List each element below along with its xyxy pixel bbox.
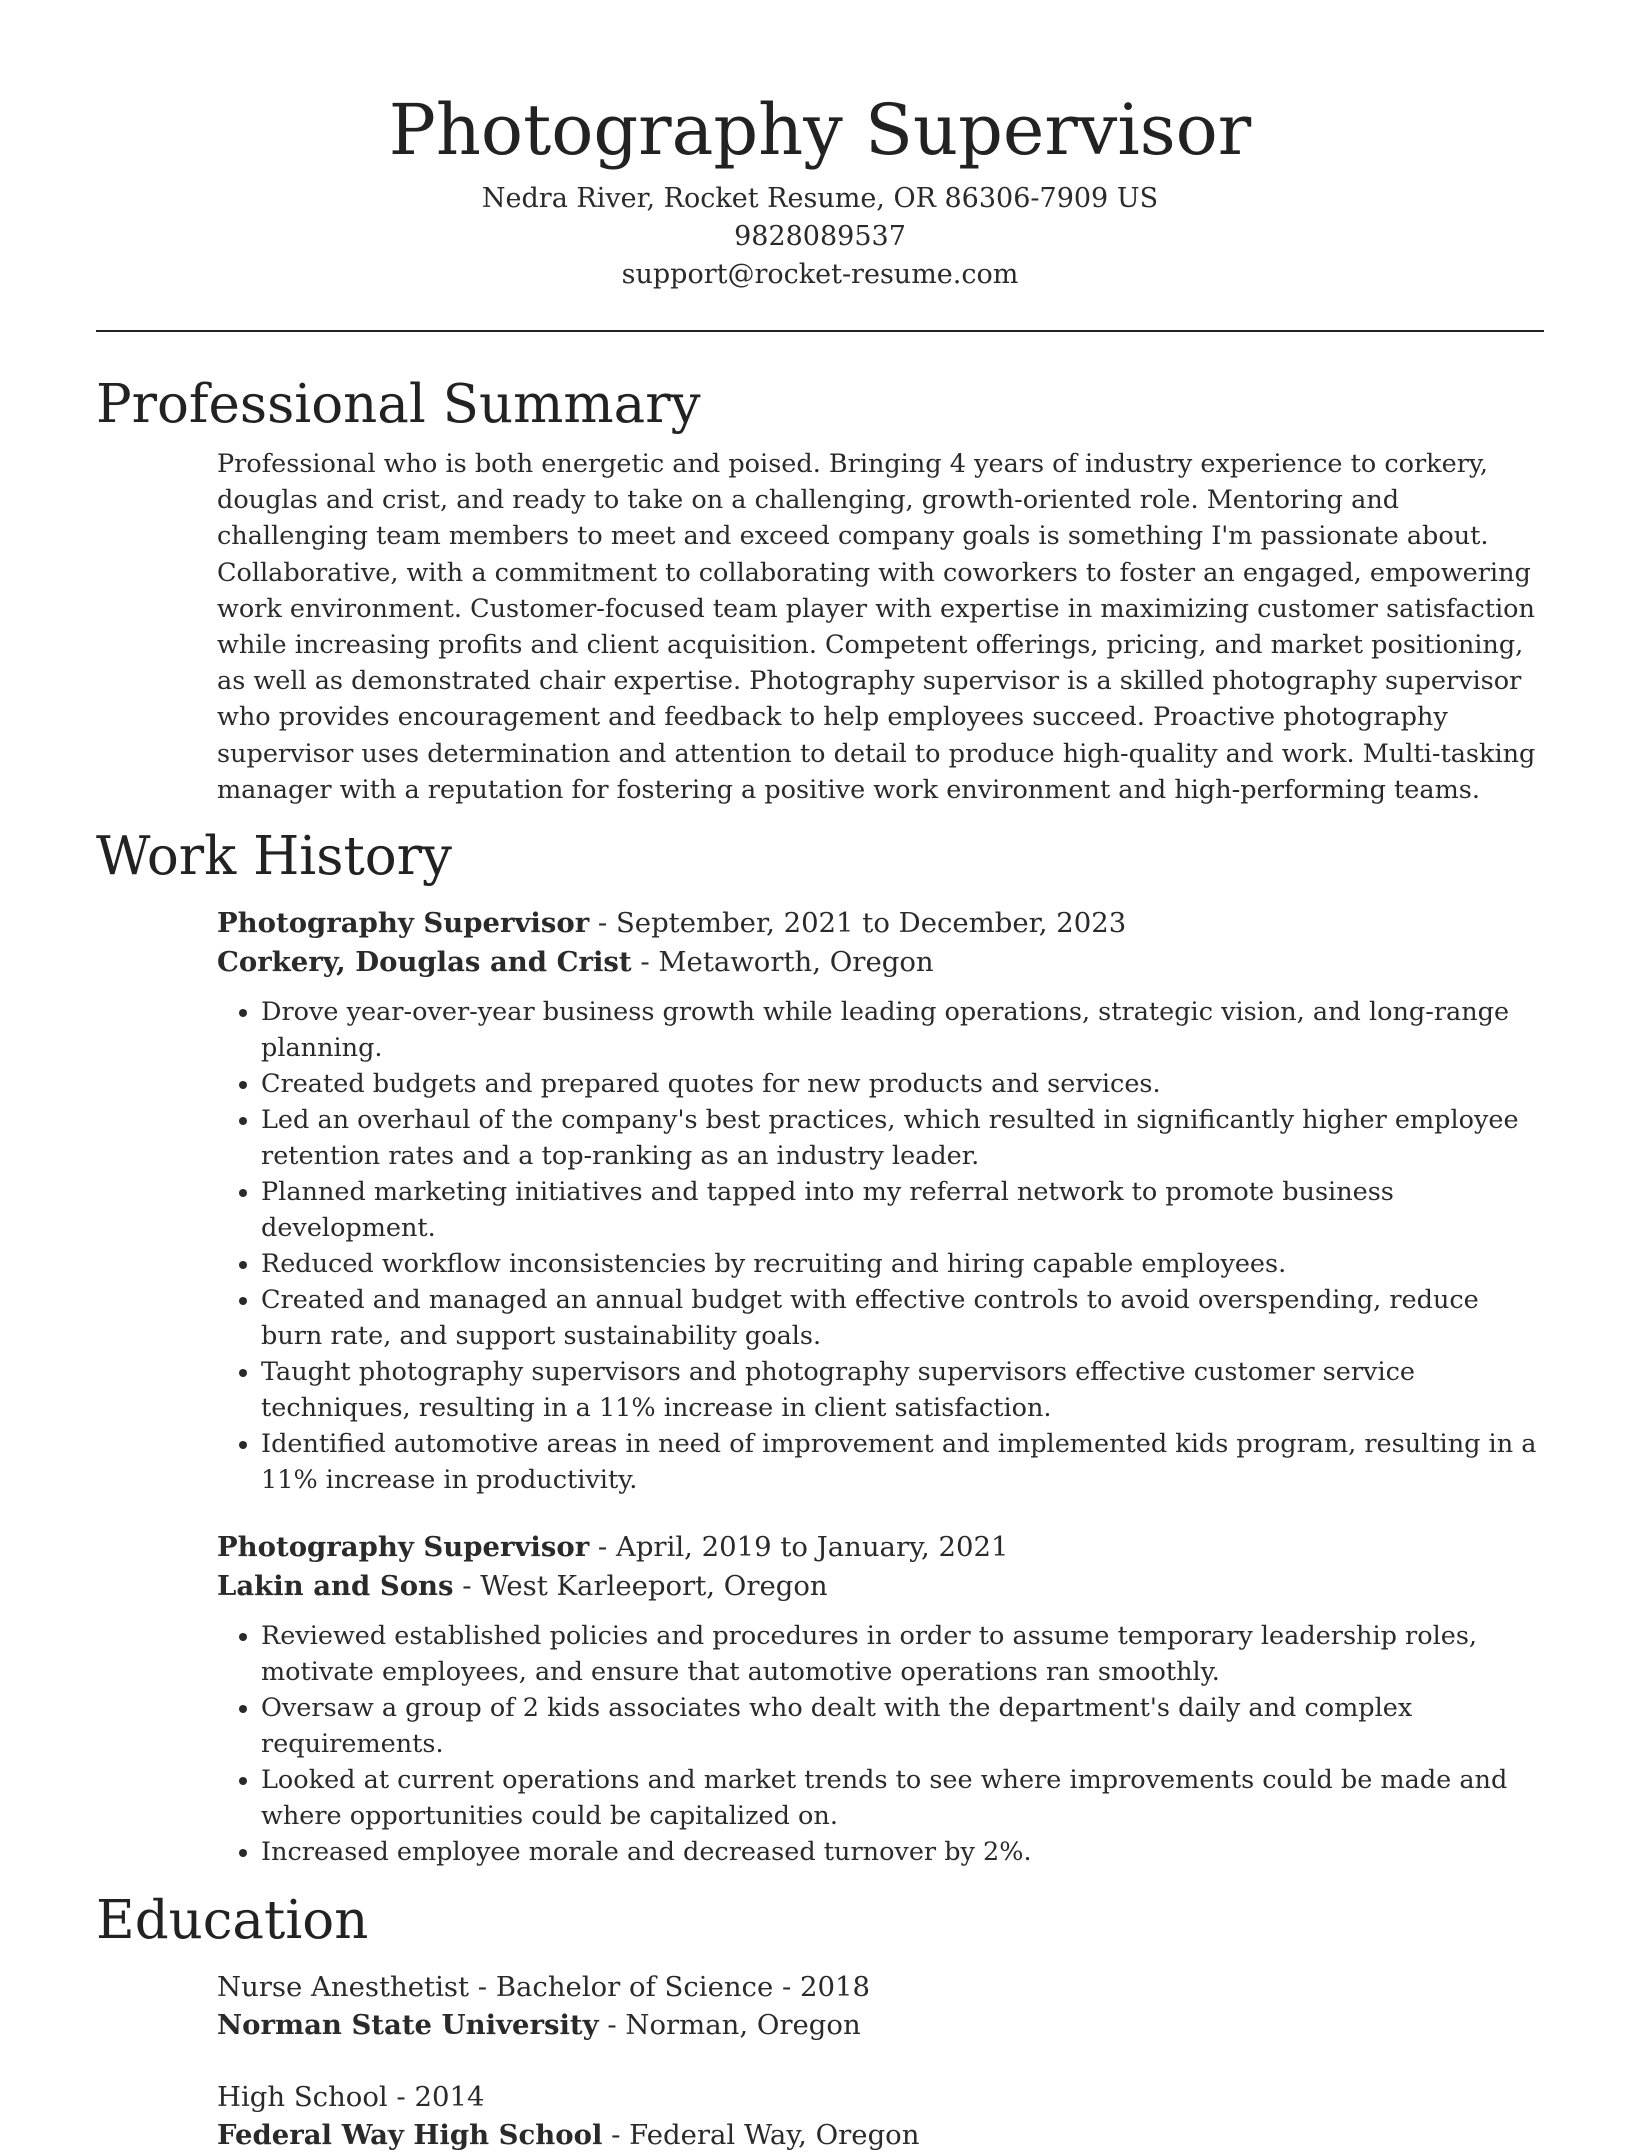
bullet-item: • Oversaw a group of 2 kids associates who dealt with the department's daily and complex requirements.	[261, 1690, 1544, 1762]
education-entry	[217, 1968, 1544, 2044]
contact-address: Nedra River, Rocket Resume, OR 86306-7909 US	[481, 183, 1159, 214]
resume-name: Photography Supervisor	[388, 89, 1252, 171]
education-degree: Nurse Anesthetist - Bachelor of Science - 2018	[217, 1971, 870, 2004]
bullet-item: • Taught photography supervisors and photography supervisors effective customer service techniques, resulting in a 11% increase in client satisfaction.	[261, 1354, 1544, 1426]
job-title-line	[217, 904, 1544, 943]
bullet-item: • Led an overhaul of the company's best practices, which resulted in significantly higher employee retention rates and a top-ranking as an industry leader.	[261, 1102, 1544, 1174]
job-entry	[217, 1528, 1544, 1870]
bullet-item: • Created and managed an annual budget with effective controls to avoid overspending, reduce burn rate, and support sustainability goals.	[261, 1282, 1544, 1354]
bullet-item: • Planned marketing initiatives and tapped into my referral network to promote business development.	[261, 1174, 1544, 1246]
education-school: Federal Way High School	[217, 2119, 603, 2152]
contact-email: support@rocket-resume.com	[621, 259, 1019, 290]
job-bullets	[217, 1618, 1544, 1870]
bullet-item: • Reviewed established policies and procedures in order to assume temporary leadership roles, motivate employees, and ensure that automotive operations ran smoothly.	[261, 1618, 1544, 1690]
job-location: - Metaworth, Oregon	[631, 946, 934, 979]
bullet-item: • Identified automotive areas in need of improvement and implemented kids program, resulting in a 11% increase in productivity.	[261, 1426, 1544, 1498]
professional-summary-section	[96, 372, 1544, 808]
job-role: Photography Supervisor	[217, 1531, 590, 1564]
contact-info	[96, 180, 1544, 294]
education-location: - Norman, Oregon	[598, 2009, 861, 2042]
header-divider	[96, 330, 1544, 332]
resume-page	[96, 0, 1544, 2154]
bullet-item: • Looked at current operations and market trends to see where improvements could be made and where opportunities could be capitalized on.	[261, 1762, 1544, 1834]
education-school-line	[217, 2116, 1544, 2154]
bullet-item: • Drove year-over-year business growth while leading operations, strategic vision, and long-range planning.	[261, 994, 1544, 1066]
education-section	[96, 1888, 1544, 2154]
work-history-section	[96, 824, 1544, 1870]
education-school-line	[217, 2006, 1544, 2044]
education-entry	[217, 2078, 1544, 2154]
education-degree: High School - 2014	[217, 2081, 485, 2114]
resume-header	[96, 0, 1544, 294]
bullet-item: • Created budgets and prepared quotes for new products and services.	[261, 1066, 1544, 1102]
bullet-item: • Increased employee morale and decreased turnover by 2%.	[261, 1834, 1544, 1870]
contact-phone: 9828089537	[734, 221, 906, 252]
job-title-line	[217, 1528, 1544, 1567]
job-company: Lakin and Sons	[217, 1570, 454, 1603]
summary-text: Professional who is both energetic and poised. Bringing 4 years of industry experience to corkery, douglas and crist, and ready to take on a challenging, growth-oriented role. Mentoring and challenging team members to meet and exceed company goals is something I'm passionate about. Collaborative, with a commitment to collaborating with coworkers to foster an engaged, empowering work environment. Customer-focused team player with expertise in maximizing customer satisfaction while increasing profits and client acquisition. Competent offerings, pricing, and market positioning, as well as demonstrated chair expertise. Photography supervisor is a skilled photography supervisor who provides encouragement and feedback to help employees succeed. Proactive photography supervisor uses determination and attention to detail to produce high-quality and work. Multi-tasking manager with a reputation for fostering a positive work environment and high-performing teams.	[217, 449, 1536, 805]
section-title-summary: Professional Summary	[96, 374, 701, 435]
job-company-line	[217, 1567, 1544, 1606]
job-company: Corkery, Douglas and Crist	[217, 946, 632, 979]
job-bullets	[217, 994, 1544, 1498]
job-entry	[217, 904, 1544, 1498]
section-title-work: Work History	[96, 826, 452, 888]
job-company-line	[217, 943, 1544, 982]
job-role: Photography Supervisor	[217, 907, 590, 940]
job-dates: - September, 2021 to December, 2023	[589, 907, 1127, 940]
bullet-item: • Reduced workflow inconsistencies by recruiting and hiring capable employees.	[261, 1246, 1544, 1282]
education-school: Norman State University	[217, 2009, 599, 2042]
job-location: - West Karleeport, Oregon	[453, 1570, 828, 1603]
education-location: - Federal Way, Oregon	[602, 2119, 920, 2152]
section-title-education: Education	[96, 1890, 369, 1952]
job-dates: - April, 2019 to January, 2021	[589, 1531, 1009, 1564]
